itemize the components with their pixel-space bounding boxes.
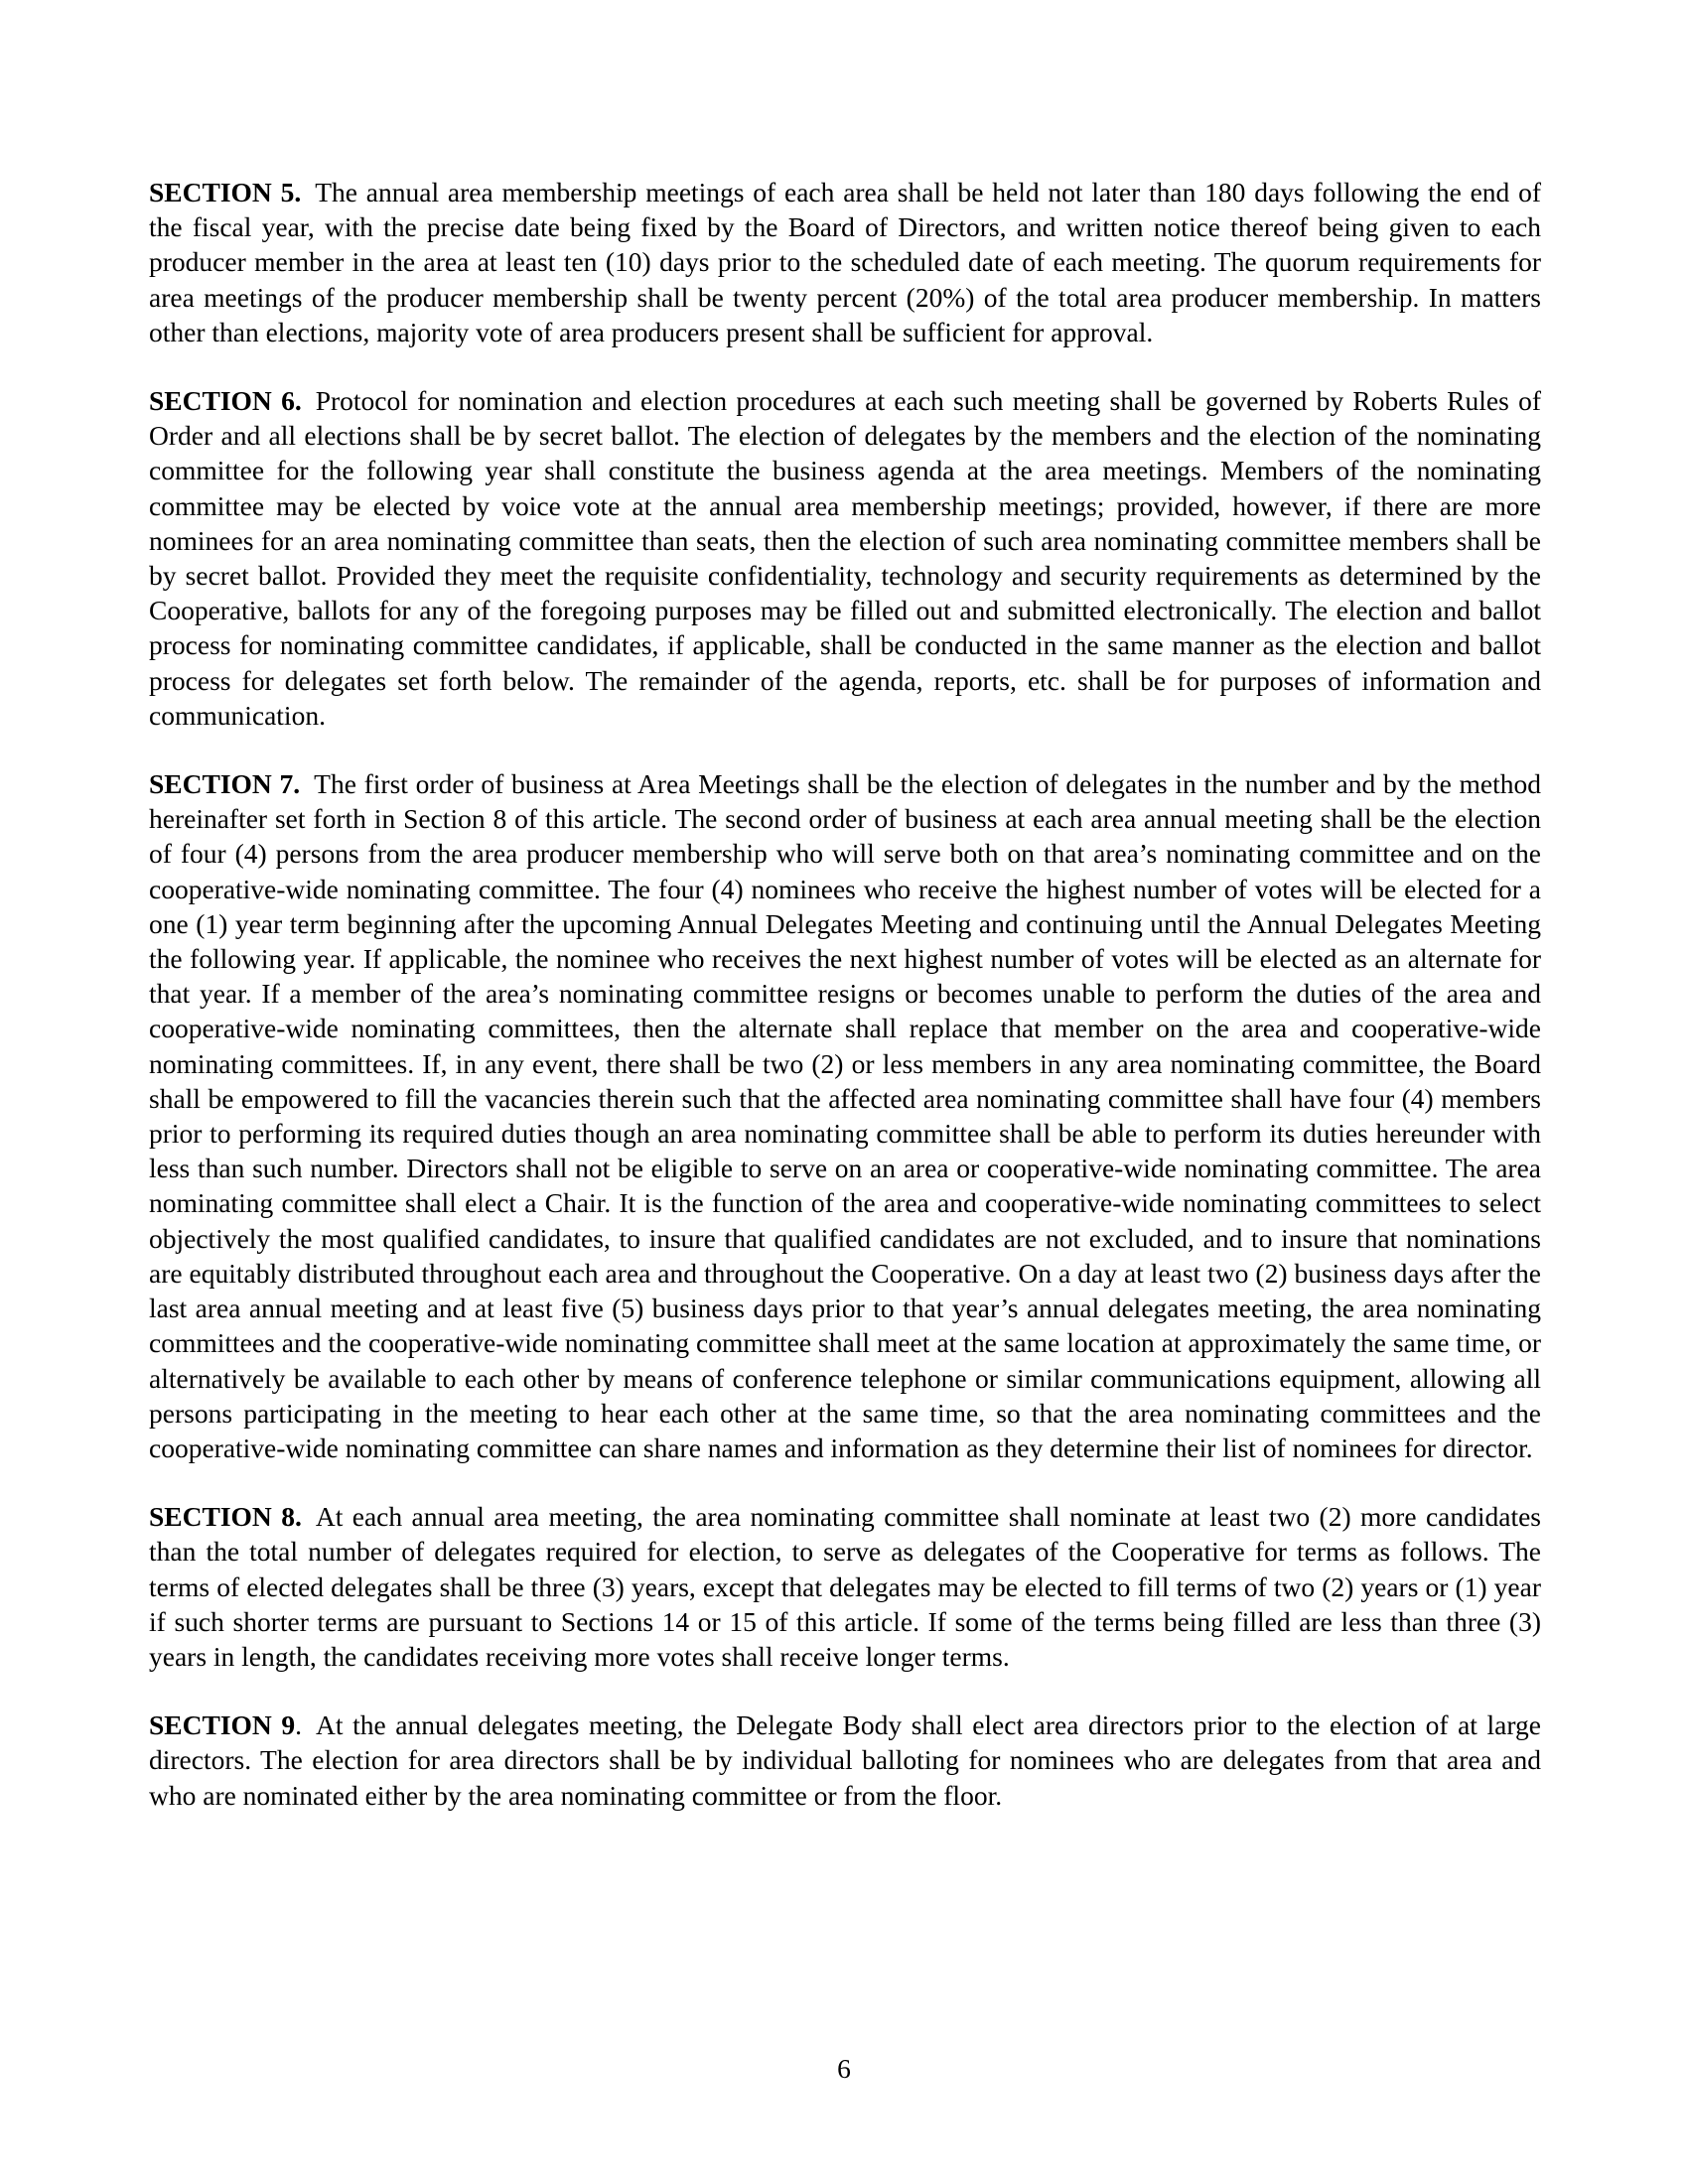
section-heading-punct: . [295,1709,302,1741]
section-body: The annual area membership meetings of each area shall be held not later than 180 days following the end of the fiscal year, with the precise date being fixed by the Board of Directors, and written notice thereof being given to each producer member in the area at least ten (10) days prior to the scheduled date of each meeting. The quorum requirements for area meetings of the producer membership shall be twenty percent (20%) of the total area producer membership. In matters other than elections, majority vote of area producers present shall be sufficient for approval. [149,177,1541,347]
page-number: 6 [837,2053,851,2084]
section-heading: SECTION 6. [149,385,302,417]
section-body: At the annual delegates meeting, the Delegate Body shall elect area directors prior to the election of at large directors. The election for area directors shall be by individual balloting for nominees who are delegates from that area and who are nominated either by the area nominating committee or from the floor. [149,1709,1541,1811]
section-9 [149,1707,1541,1813]
section-8 [149,1499,1541,1674]
section-heading: SECTION 5. [149,177,302,207]
section-body: Protocol for nomination and election procedures at each such meeting shall be governed by Roberts Rules of Order and all elections shall be by secret ballot. The election of delegates by the members and the election of the nominating committee for the following year shall constitute the business agenda at the area meetings. Members of the nominating committee may be elected by voice vote at the annual area membership meetings; provided, however, if there are more nominees for an area nominating committee than seats, then the election of such area nominating committee members shall be by secret ballot. Provided they meet the requisite confidentiality, technology and security requirements as determined by the Cooperative, ballots for any of the foregoing purposes may be filled out and submitted electronically. The election and ballot process for nominating committee candidates, if applicable, shall be conducted in the same manner as the election and ballot process for delegates set forth below. The remainder of the agenda, reports, etc. shall be for purposes of information and communication. [149,385,1541,731]
section-body: At each annual area meeting, the area nominating committee shall nominate at least two (2) more candidates than the total number of delegates required for election, to serve as delegates of the Cooperative for terms as follows. The terms of elected delegates shall be three (3) years, except that delegates may be elected to fill terms of two (2) years or (1) year if such shorter terms are pursuant to Sections 14 or 15 of this article. If some of the terms being filled are less than three (3) years in length, the candidates receiving more votes shall receive longer terms. [149,1501,1542,1672]
document-page [149,175,1541,1813]
section-heading: SECTION 7. [149,768,301,800]
section-heading: SECTION 8. [149,1501,302,1533]
section-heading: SECTION 9 [149,1709,296,1741]
section-body: The first order of business at Area Meetings shall be the election of delegates in the number and by the method hereinafter set forth in Section 8 of this article. The second order of business at each area annual meeting shall be the election of four (4) persons from the area producer membership who will serve both on that area’s nominating committee and on the cooperative-wide nominating committee. The four (4) nominees who receive the highest number of votes will be elected for a one (1) year term beginning after the upcoming Annual Delegates Meeting and continuing until the Annual Delegates Meeting the following year. If applicable, the nominee who receives the next highest number of votes will be elected as an alternate for that year. If a member of the area’s nominating committee resigns or becomes unable to perform the duties of the area and cooperative-wide nominating committees, then the alternate shall replace that member on the area and cooperative-wide nominating committees. If, in any event, there shall be two (2) or less members in any area nominating committee, the Board shall be empowered to fill the vacancies therein such that the affected area nominating committee shall have four (4) members prior to performing its required duties though an area nominating committee shall be able to perform its duties hereunder with less than such number. Directors shall not be eligible to serve on an area or cooperative-wide nominating committee. The area nominating committee shall elect a Chair. It is the function of the area and cooperative-wide nominating committees to select objectively the most qualified candidates, to insure that qualified candidates are not excluded, and to insure that nominations are equitably distributed throughout each area and throughout the Cooperative. On a day at least two (2) business days after the last area annual meeting and at least five (5) business days prior to that year’s annual delegates meeting, the area nominating committees and the cooperative-wide nominating committee shall meet at the same location at approximately the same time, or alternatively be available to each other by means of conference telephone or similar communications equipment, allowing all persons participating in the meeting to hear each other at the same time, so that the area nominating committees and the cooperative-wide nominating committee can share names and information as they determine their list of nominees for director. [149,768,1542,1463]
section-7 [149,766,1541,1465]
section-5 [149,175,1541,349]
section-6 [149,383,1541,733]
